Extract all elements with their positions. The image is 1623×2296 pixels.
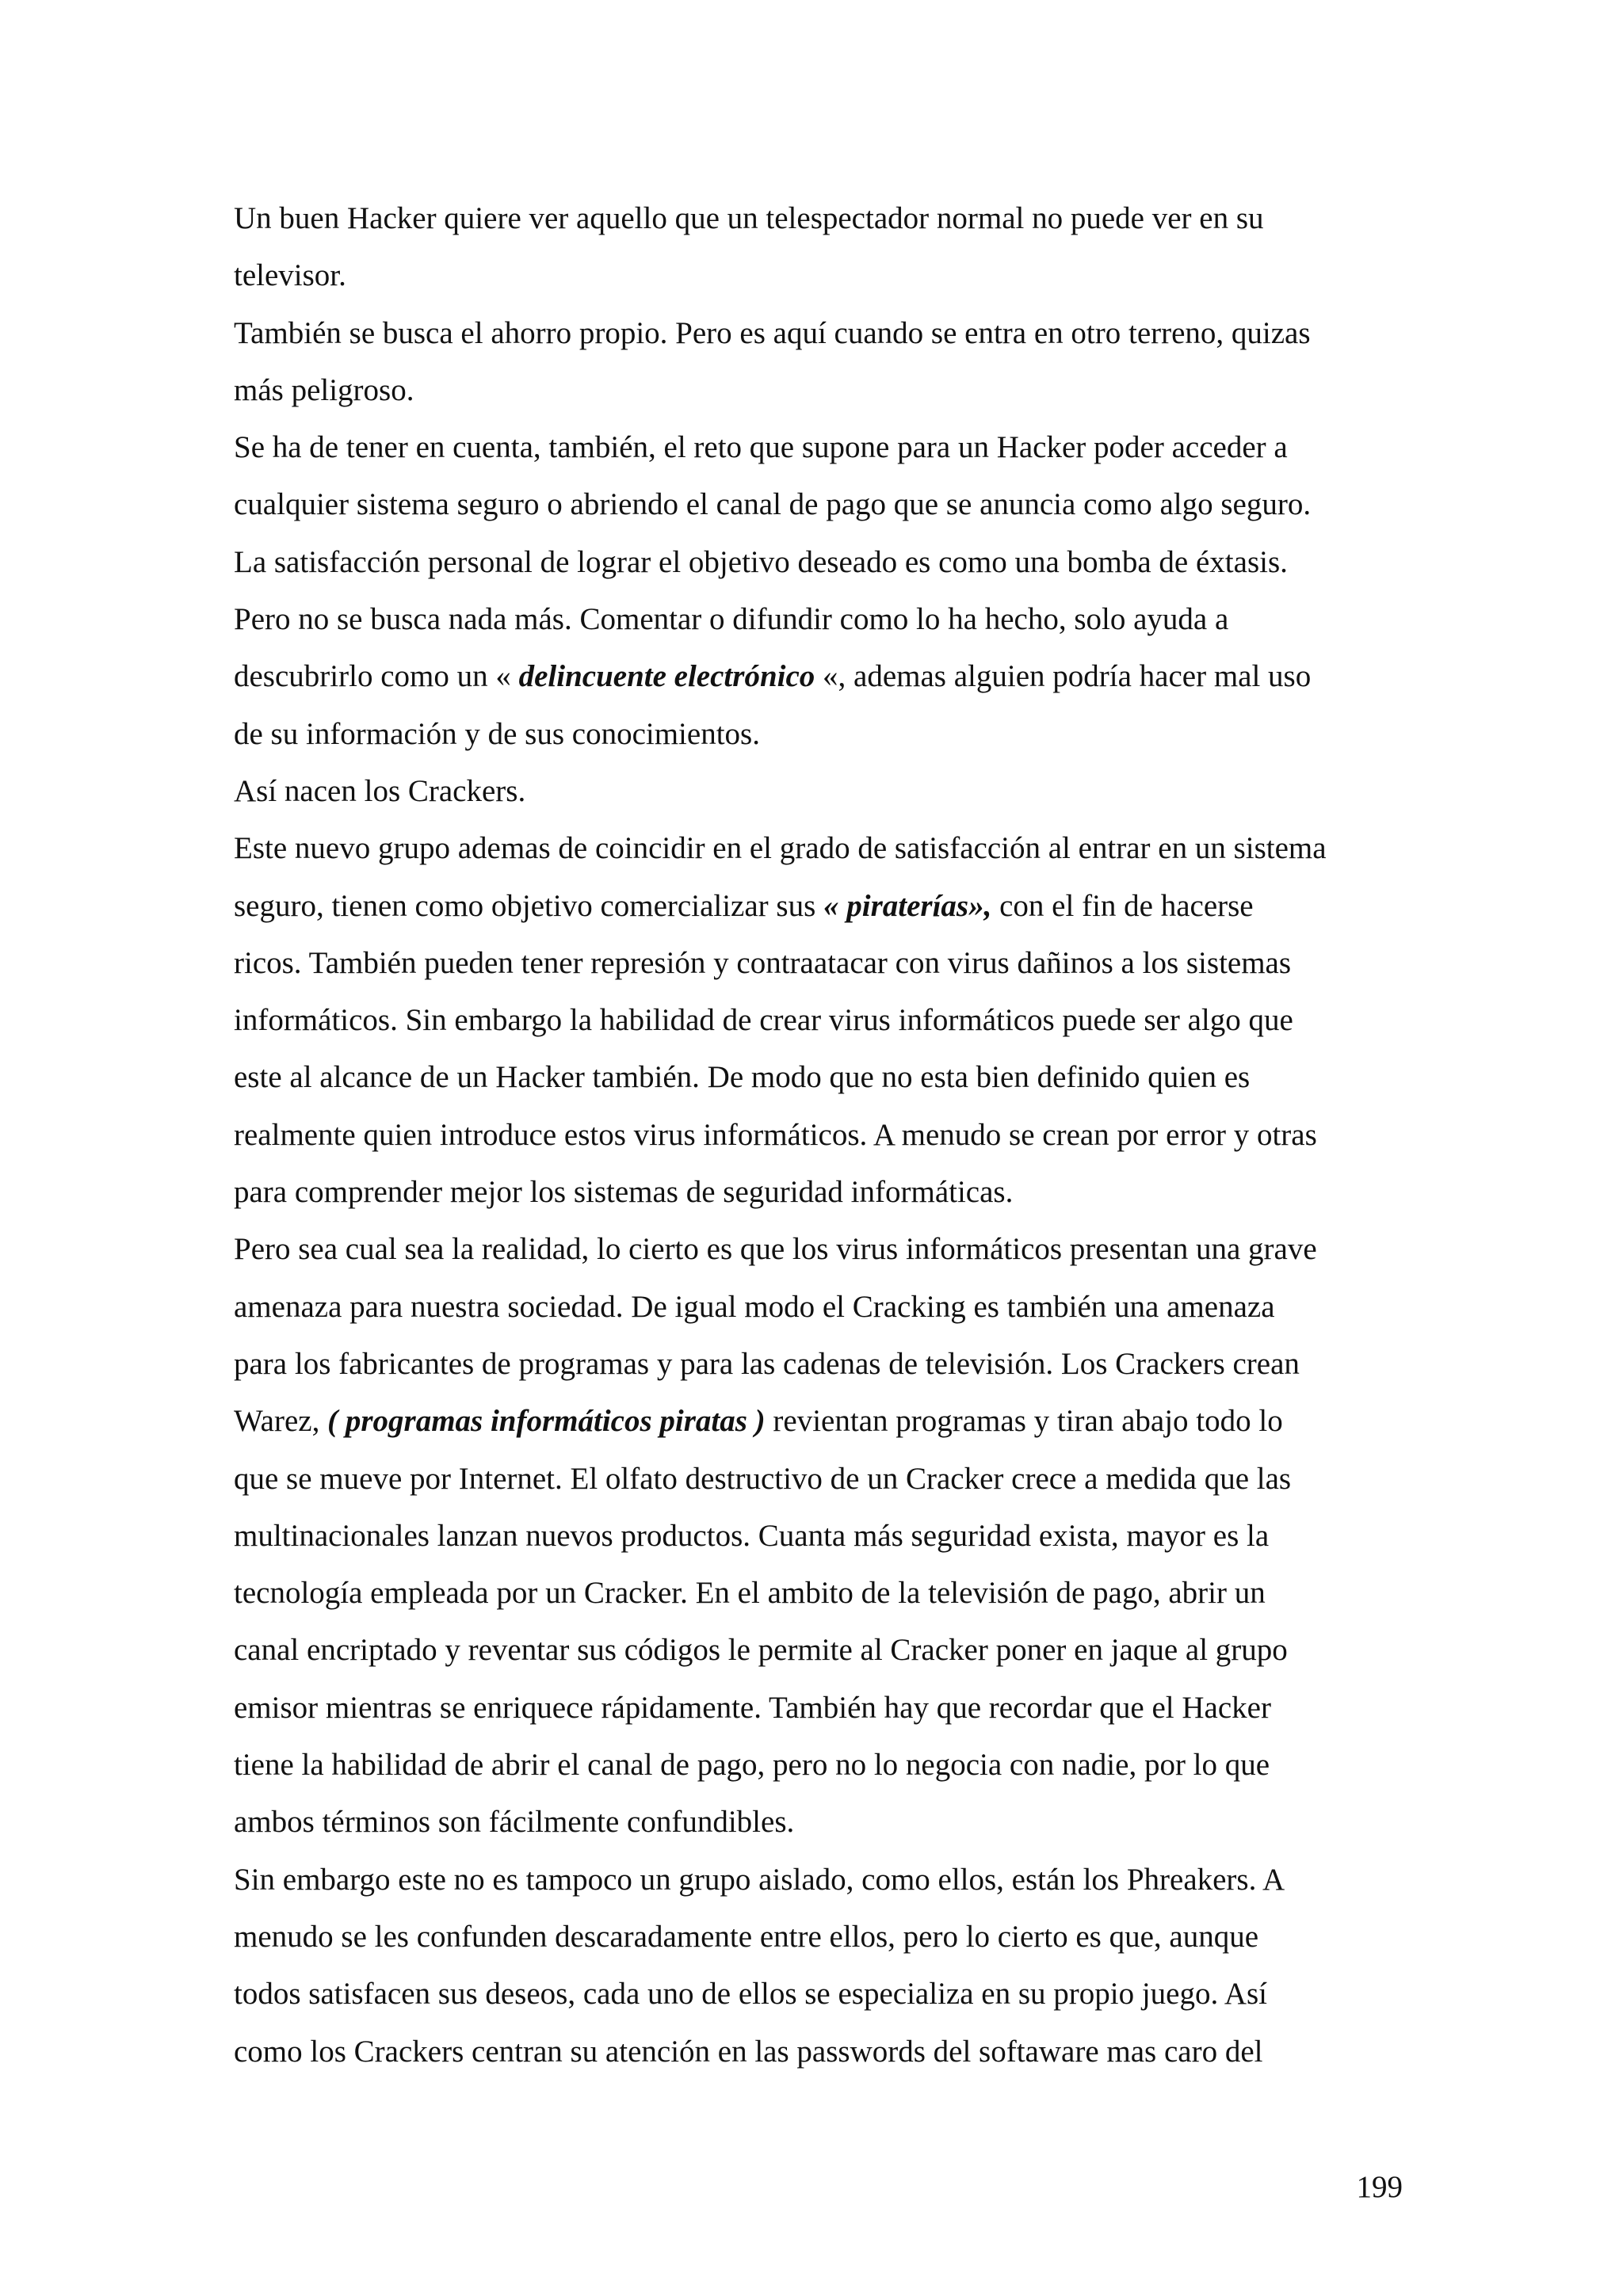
text-line [234,1451,1423,1508]
text-line [234,935,1423,992]
text-run: amenaza para nuestra sociedad. De igual modo el Cracking es también una amenaza [234,1289,1275,1324]
emphasized-text: delincuente electrónico [518,659,815,694]
text-run: multinacionales lanzan nuevos productos. Cuanta más seguridad exista, mayor es la [234,1518,1270,1553]
text-run: tecnología empleada por un Cracker. En el ambito de la televisión de pago, abrir un [234,1576,1266,1611]
text-line [234,1107,1423,1164]
text-run: emisor mientras se enriquece rápidamente. También hay que recordar que el Hacker [234,1690,1271,1725]
text-line [234,992,1423,1049]
text-run: de su información y de sus conocimientos. [234,716,760,751]
text-run: informáticos. Sin embargo la habilidad de crear virus informáticos puede ser algo que [234,1003,1293,1038]
emphasized-text: ( programas informáticos piratas ) [327,1404,766,1439]
text-line [234,419,1423,476]
text-line [234,1909,1423,1966]
text-run: ricos. También pueden tener represión y contraatacar con virus dañinos a los sistemas [234,945,1292,980]
text-line [234,591,1423,648]
text-line [234,1164,1423,1221]
text-run: descubrirlo como un « [234,659,519,694]
text-run: que se mueve por Internet. El olfato destructivo de un Cracker crece a medida que las [234,1461,1292,1496]
text-run: tiene la habilidad de abrir el canal de pago, pero no lo negocia con nadie, por lo que [234,1748,1270,1783]
text-run: realmente quien introduce estos virus informáticos. A menudo se crean por error y otras [234,1117,1317,1152]
text-run: Warez, [234,1404,328,1439]
text-line [234,1737,1423,1794]
text-line [234,878,1423,935]
text-line [234,1680,1423,1737]
text-run: con el fin de hacerse [991,888,1254,923]
text-line [234,2023,1423,2081]
text-run: cualquier sistema seguro o abriendo el canal de pago que se anuncia como algo seguro. [234,487,1312,522]
text-line [234,534,1423,591]
text-run: Pero sea cual sea la realidad, lo cierto es que los virus informáticos presentan una grave [234,1232,1317,1267]
text-line [234,763,1423,820]
text-line [234,1966,1423,2023]
text-line [234,820,1423,877]
text-run: canal encriptado y reventar sus códigos le permite al Cracker poner en jaque al grupo [234,1633,1288,1668]
text-run: Este nuevo grupo ademas de coincidir en el grado de satisfacción al entrar en un sistema [234,831,1327,866]
text-run: todos satisfacen sus deseos, cada uno de ellos se especializa en su propio juego. Así [234,1977,1268,2012]
text-line [234,1622,1423,1679]
text-run: Se ha de tener en cuenta, también, el reto que supone para un Hacker poder acceder a [234,430,1288,465]
body-text [234,190,1423,2081]
text-run: Un buen Hacker quiere ver aquello que un telespectador normal no puede ver en su [234,201,1264,235]
text-line [234,1393,1423,1450]
text-run: para comprender mejor los sistemas de seguridad informáticas. [234,1175,1014,1210]
text-run: como los Crackers centran su atención en las passwords del softaware mas caro del [234,2034,1263,2069]
text-run: ambos términos son fácilmente confundibles. [234,1805,795,1840]
text-line [234,476,1423,533]
text-run: más peligroso. [234,372,414,407]
text-line [234,362,1423,419]
text-line [234,305,1423,362]
text-line [234,1279,1423,1336]
text-line [234,190,1423,247]
text-run: Así nacen los Crackers. [234,773,526,808]
text-run: Pero no se busca nada más. Comentar o difundir como lo ha hecho, solo ayuda a [234,602,1229,637]
text-line [234,1508,1423,1565]
text-line [234,1794,1423,1851]
text-run: menudo se les confunden descaradamente entre ellos, pero lo cierto es que, aunque [234,1919,1258,1954]
text-run: «, ademas alguien podría hacer mal uso [815,659,1312,694]
text-run: televisor. [234,258,346,293]
text-line [234,648,1423,705]
text-line [234,247,1423,304]
text-run: Sin embargo este no es tampoco un grupo aislado, como ellos, están los Phreakers. A [234,1862,1285,1897]
text-run: La satisfacción personal de lograr el objetivo deseado es como una bomba de éxtasis. [234,544,1288,579]
text-run: para los fabricantes de programas y para las cadenas de televisión. Los Crackers crean [234,1346,1300,1381]
text-line [234,1049,1423,1106]
text-run: este al alcance de un Hacker también. De modo que no esta bien definido quien es [234,1060,1251,1095]
text-line [234,1336,1423,1393]
emphasized-text: « piraterías», [823,888,992,923]
text-run: También se busca el ahorro propio. Pero es aquí cuando se entra en otro terreno, quizas [234,315,1311,350]
text-line [234,706,1423,763]
text-line [234,1565,1423,1622]
text-line [234,1852,1423,1909]
text-run: revientan programas y tiran abajo todo lo [765,1404,1283,1439]
page-number: 199 [1356,2170,1403,2204]
text-run: seguro, tienen como objetivo comercializar sus [234,888,824,923]
text-line [234,1221,1423,1278]
